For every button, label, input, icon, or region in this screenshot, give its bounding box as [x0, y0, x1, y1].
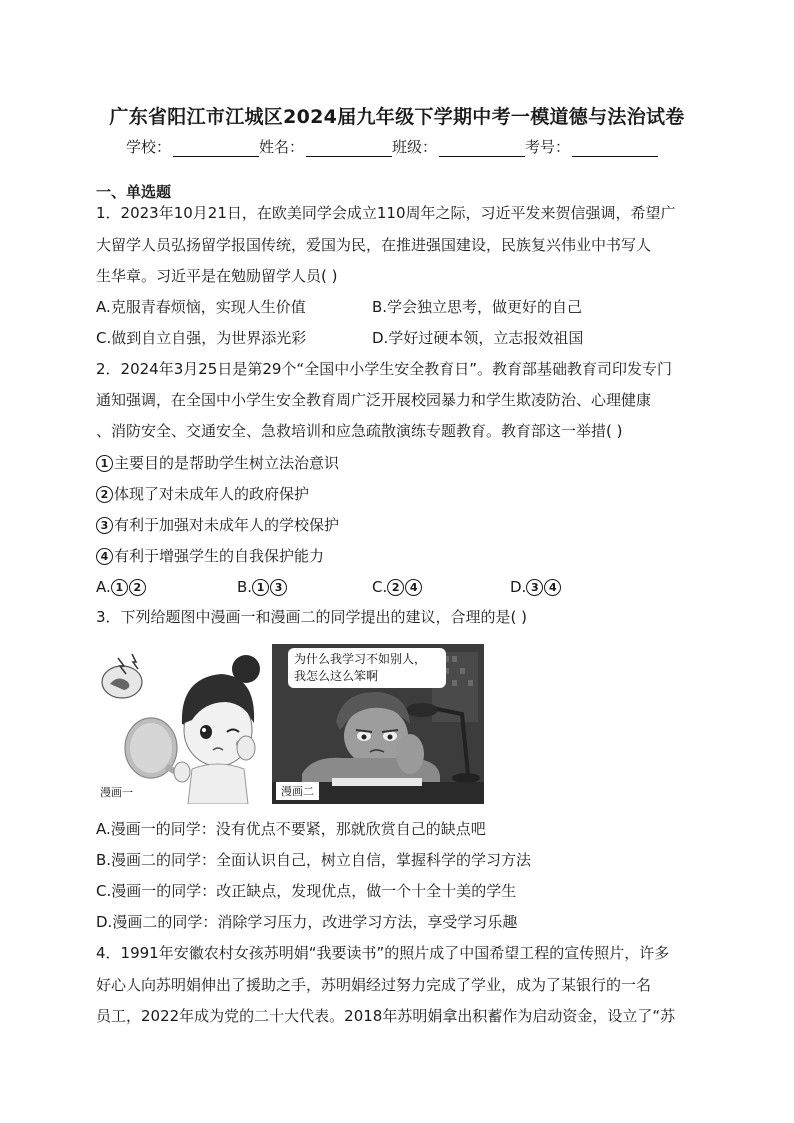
q4-stem-line2: 好心人向苏明娟伸出了援助之手，苏明娟经过努力完成了学业，成为了某银行的一名	[96, 976, 652, 994]
speech-bubble	[288, 648, 446, 688]
q1-stem-line2: 大留学人员弘扬留学报国传统，爱国为民，在推进强国建设，民族复兴伟业中书写人	[96, 236, 652, 254]
q1-option-c[interactable]: C.做到自立自强，为世界添光彩	[96, 329, 307, 347]
q2-statement-4	[96, 546, 324, 566]
q1-stem-line3: 生华章。习近平是在勉励留学人员( )	[96, 267, 338, 285]
q2-option-d-letter: D.	[510, 578, 527, 596]
circled-number-3: 3	[270, 579, 287, 596]
circled-number-4: 4	[96, 548, 113, 565]
q2-option-d[interactable]	[510, 577, 562, 597]
class-blank[interactable]	[439, 140, 525, 157]
q2-option-a[interactable]	[96, 578, 147, 596]
comic-two	[272, 644, 484, 804]
q3-option-a[interactable]: A.漫画一的同学：没有优点不要紧，那就欣赏自己的缺点吧	[96, 820, 486, 838]
q2-stem-line1: 2．2024年3月25日是第29个“全国中小学生安全教育日”。教育部基础教育司印发专门	[96, 360, 672, 378]
student-info-row	[126, 136, 658, 157]
q4-stem-line1: 4．1991年安徽农村女孩苏明娟“我要读书”的照片成了中国希望工程的宣传照片，许多	[96, 944, 670, 962]
q2-statement-4-text: 有利于增强学生的自我保护能力	[114, 547, 325, 565]
comic-one-illustration	[96, 644, 268, 804]
q2-stem-line2: 通知强调，在全国中小学生安全教育周广泛开展校园暴力和学生欺凌防治、心理健康	[96, 391, 652, 409]
q2-stem-line3: 、消防安全、交通安全、急救培训和应急疏散演练专题教育。教育部这一举措( )	[96, 422, 623, 440]
speech-bubble-line2: 我怎么这么笨啊	[294, 669, 379, 683]
number-blank[interactable]	[572, 140, 658, 157]
comic-one-caption: 漫画一	[100, 786, 133, 799]
school-label: 学校：	[126, 138, 172, 156]
circled-number-4: 4	[405, 579, 422, 596]
q2-option-b[interactable]	[237, 577, 288, 597]
q1-options-row1	[96, 297, 716, 317]
circled-number-1: 1	[111, 579, 128, 596]
q1-option-a[interactable]: A.克服青春烦恼，实现人生价值	[96, 298, 306, 316]
school-field	[126, 136, 259, 157]
q3-option-d[interactable]: D.漫画二的同学：消除学习压力，改进学习方法，享受学习乐趣	[96, 913, 518, 931]
q3-option-c[interactable]: C.漫画一的同学：改正缺点，发现优点，做一个十全十美的学生	[96, 882, 517, 900]
q2-statement-2	[96, 484, 309, 504]
q2-statement-1	[96, 453, 339, 473]
circled-number-3: 3	[96, 517, 113, 534]
number-label: 考号：	[525, 138, 571, 156]
q2-statement-3	[96, 515, 339, 535]
q2-statement-2-text: 体现了对未成年人的政府保护	[114, 485, 310, 503]
circled-number-2: 2	[96, 486, 113, 503]
q2-option-b-letter: B.	[237, 578, 253, 596]
name-field	[259, 136, 392, 157]
circled-number-2: 2	[387, 579, 404, 596]
circled-number-4: 4	[544, 579, 561, 596]
q2-statement-3-text: 有利于加强对未成年人的学校保护	[114, 516, 340, 534]
section-heading: 一、单选题	[96, 183, 172, 201]
q2-option-c[interactable]	[372, 577, 423, 597]
q1-option-d[interactable]: D.学好过硬本领，立志报效祖国	[372, 329, 584, 347]
q2-option-a-letter: A.	[96, 578, 111, 596]
exam-title: 广东省阳江市江城区2024届九年级下学期中考一模道德与法治试卷	[109, 106, 685, 128]
q2-options-row	[96, 577, 696, 597]
class-field	[392, 136, 525, 157]
circled-number-3: 3	[526, 579, 543, 596]
q2-statement-1-text: 主要目的是帮助学生树立法治意识	[114, 454, 340, 472]
circled-number-1: 1	[96, 455, 113, 472]
class-label: 班级：	[392, 138, 438, 156]
q3-stem: 3．下列给题图中漫画一和漫画二的同学提出的建议，合理的是( )	[96, 608, 528, 626]
circled-number-1: 1	[252, 579, 269, 596]
name-blank[interactable]	[306, 140, 392, 157]
comic-one	[96, 644, 268, 804]
q4-stem-line3: 员工，2022年成为党的二十大代表。2018年苏明娟拿出积蓄作为启动资金，设立了“苏	[96, 1007, 676, 1025]
q1-stem-line1: 1．2023年10月21日，在欧美同学会成立110周年之际，习近平发来贺信强调，希望广	[96, 204, 676, 222]
number-field	[525, 136, 658, 157]
school-blank[interactable]	[173, 140, 259, 157]
q1-option-b[interactable]: B.学会独立思考，做更好的自己	[372, 298, 583, 316]
q1-options-row2	[96, 328, 716, 348]
speech-bubble-line1: 为什么我学习不如别人，	[294, 652, 427, 666]
q2-option-c-letter: C.	[372, 578, 388, 596]
q3-option-b[interactable]: B.漫画二的同学：全面认识自己，树立自信，掌握科学的学习方法	[96, 851, 532, 869]
circled-number-2: 2	[129, 579, 146, 596]
name-label: 姓名：	[259, 138, 305, 156]
comic-two-caption: 漫画二	[276, 782, 319, 800]
